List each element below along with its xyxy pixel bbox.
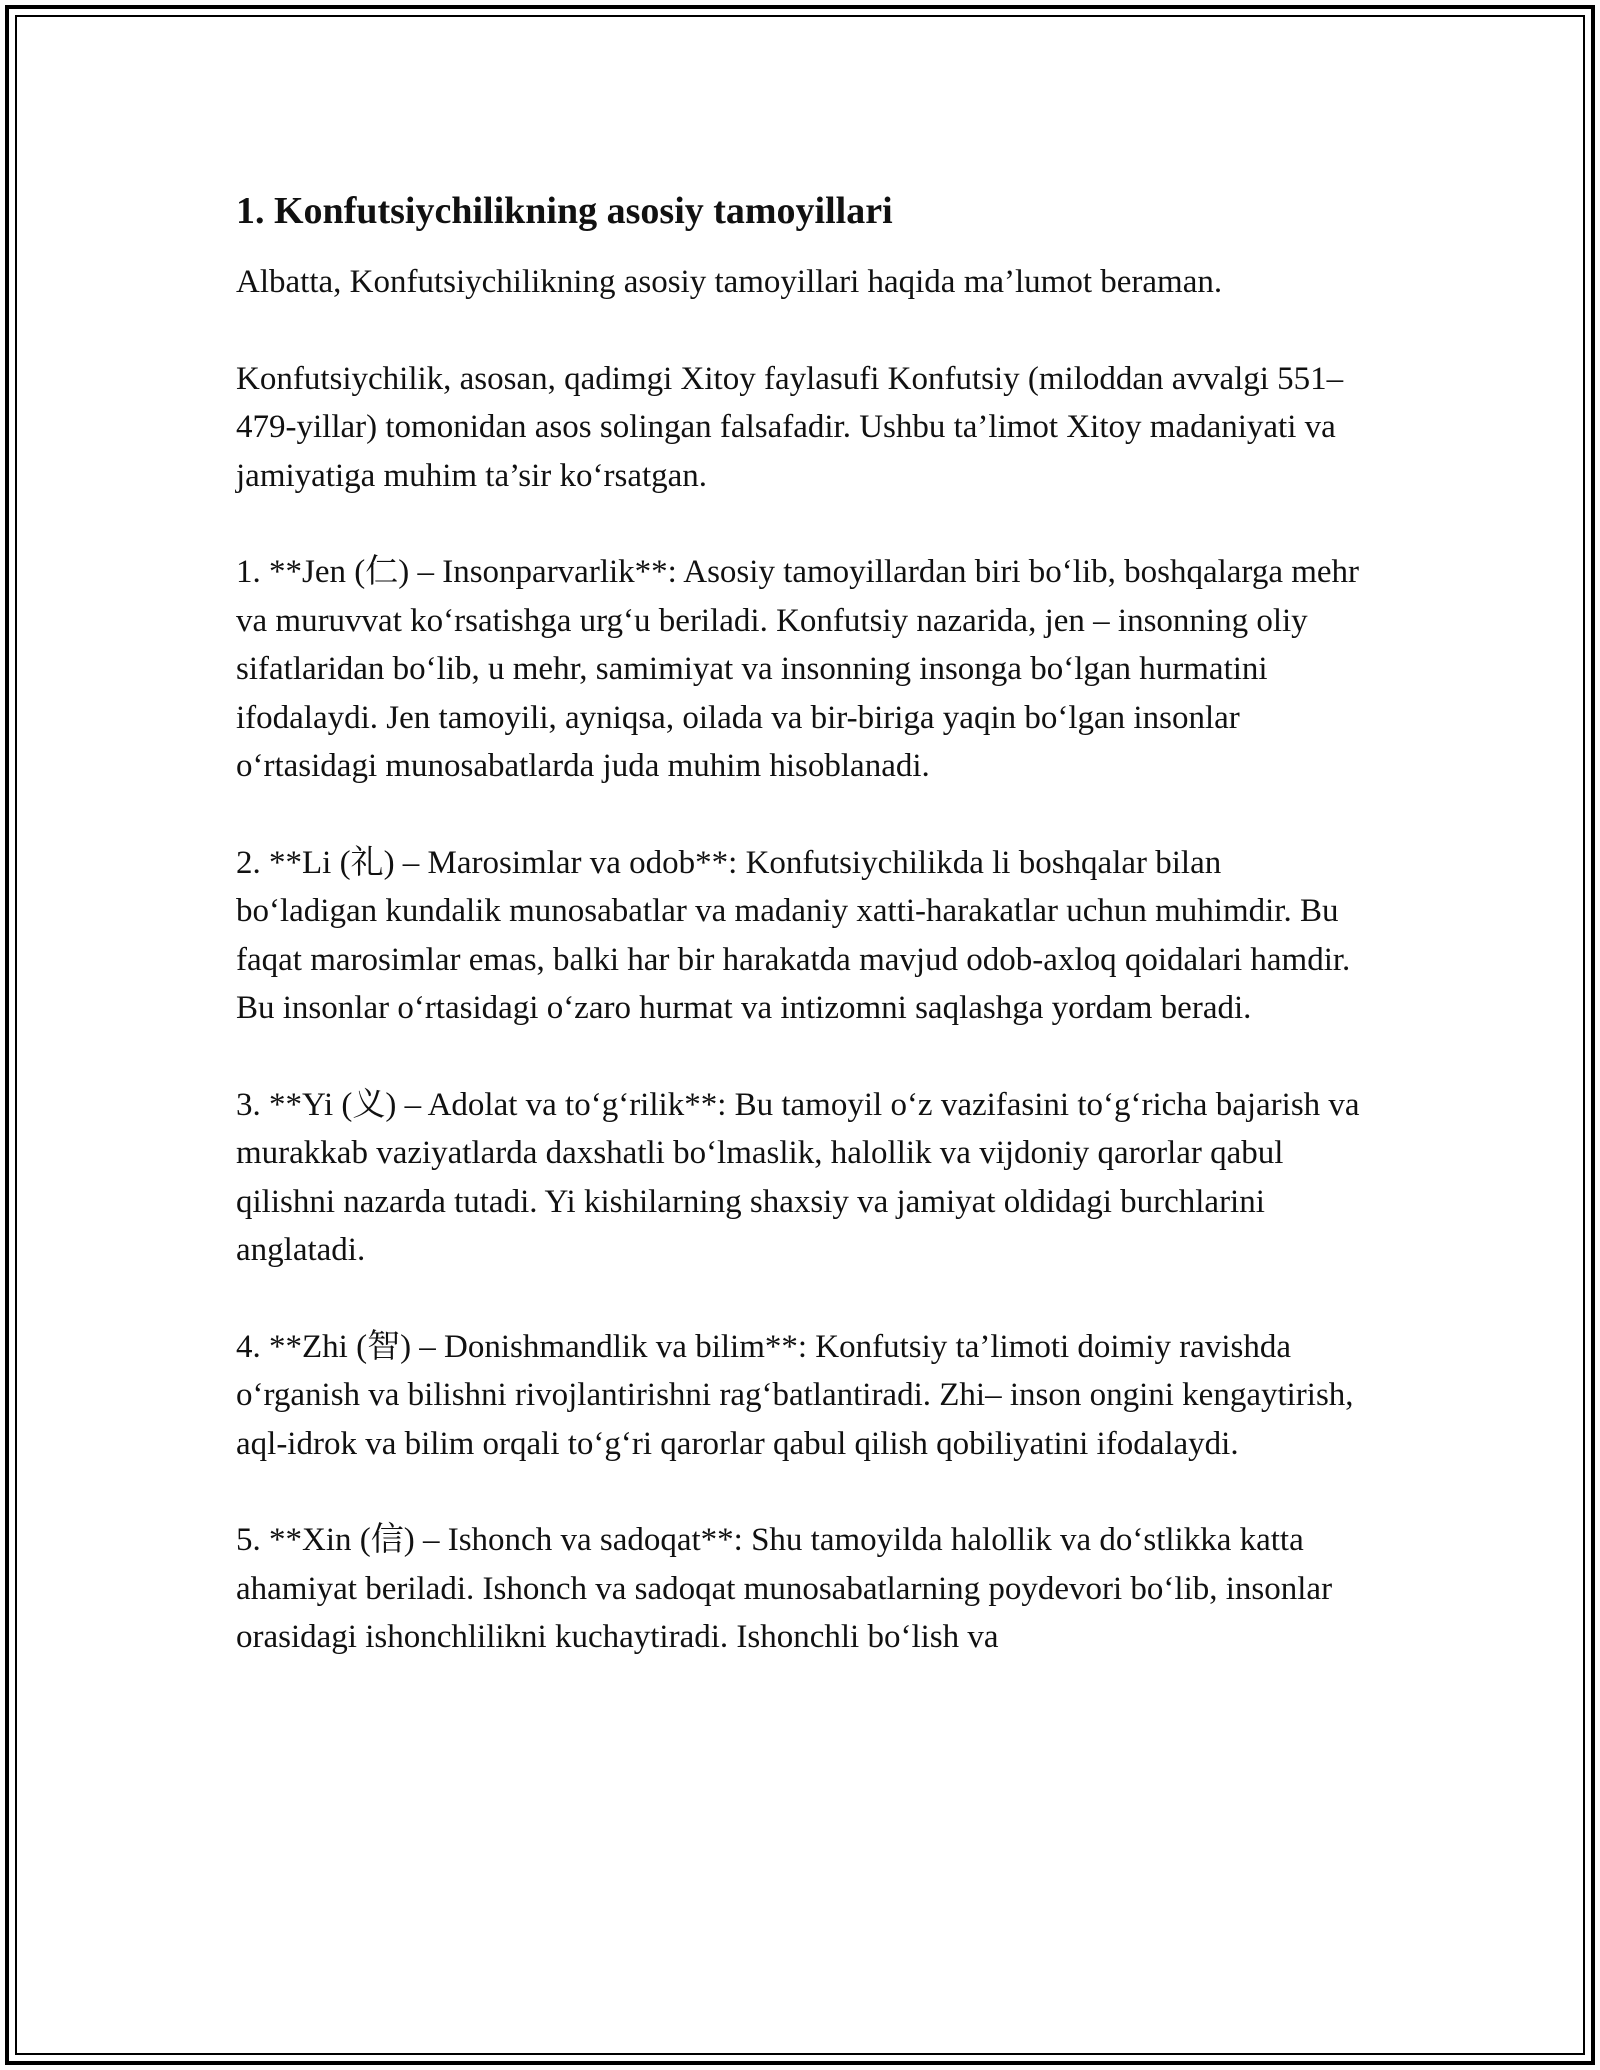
- paragraph-yi: 3. **Yi (义) – Adolat va to‘g‘rilik**: Bu tamoyil o‘z vazifasini to‘g‘richa bajarish va murakkab vaziyatlarda daxshatli bo‘lmaslik, halollik va vijdoniy qarorlar qabul qilishni nazarda tutadi. Yi kishilarning shaxsiy va jamiyat oldidagi burchlarini anglatadi.: [236, 1086, 1360, 1268]
- paragraph-overview: Konfutsiychilik, asosan, qadimgi Xitoy faylasufi Konfutsiy (miloddan avvalgi 551–479-yillar) tomonidan asos solingan falsafadir. Ushbu ta’limot Xitoy madaniyati va jamiyatiga muhim ta’sir ko‘rsatgan.: [236, 360, 1344, 494]
- section-title: 1. Konfutsiychilikning asosiy tamoyillari: [236, 190, 893, 232]
- paragraph-jen: 1. **Jen (仁) – Insonparvarlik**: Asosiy tamoyillardan biri bo‘lib, boshqalarga mehr va muruvvat ko‘rsatishga urg‘u beriladi. Konfutsiy nazarida, jen – insonning oliy sifatlaridan bo‘lib, u mehr, samimiyat va insonning insonga bo‘lgan hurmatini ifodalaydi. Jen tamoyili, ayniqsa, oilada va bir-biriga yaqin bo‘lgan insonlar o‘rtasidagi munosabatlarda juda muhim hisoblanadi.: [236, 554, 1360, 784]
- paragraph-li: 2. **Li (礼) – Marosimlar va odob**: Konfutsiychilikda li boshqalar bilan bo‘ladigan kundalik munosabatlar va madaniy xatti-harakatlar uchun muhimdir. Bu faqat marosimlar emas, balki har bir harakatda mavjud odob-axloq qoidalari hamdir. Bu insonlar o‘rtasidagi o‘zaro hurmat va intizomni saqlashga yordam beradi.: [236, 844, 1351, 1026]
- paragraph-intro: Albatta, Konfutsiychilikning asosiy tamoyillari haqida ma’lumot beraman.: [236, 264, 1223, 300]
- document-page: [236, 188, 1366, 1710]
- paragraph-xin: 5. **Xin (信) – Ishonch va sadoqat**: Shu tamoyilda halollik va do‘stlikka katta ahamiyat beriladi. Ishonch va sadoqat munosabatlarning poydevori bo‘lib, insonlar orasidagi ishonchlilikni kuchaytiradi. Ishonchli bo‘lish va: [236, 1522, 1333, 1655]
- paragraph-zhi: 4. **Zhi (智) – Donishmandlik va bilim**: Konfutsiy ta’limoti doimiy ravishda o‘rganish va bilishni rivojlantirishni rag‘batlantiradi. Zhi– inson ongini kengaytirish, aql-idrok va bilim orqali to‘g‘ri qarorlar qabul qilish qobiliyatini ifodalaydi.: [236, 1328, 1354, 1462]
